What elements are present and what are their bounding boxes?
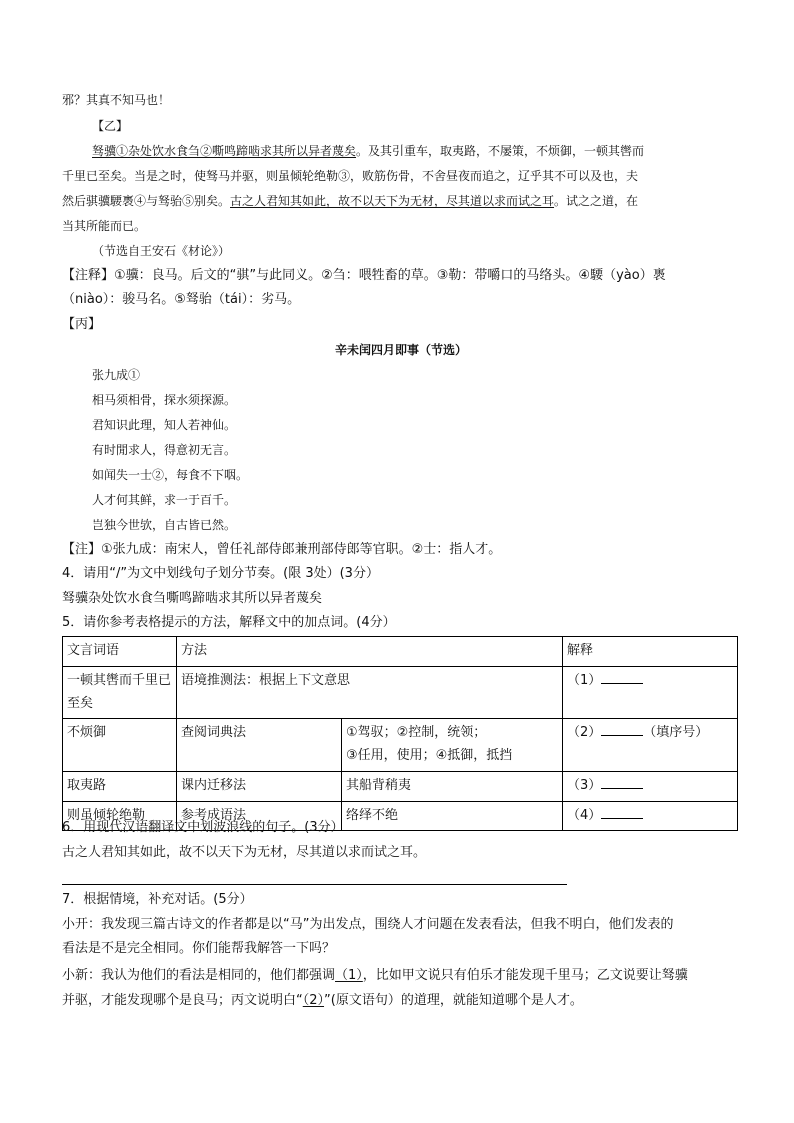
poem-line: 人才何其鲜，求一于百千。 [92, 493, 237, 507]
answer-cell[interactable]: （3） [563, 771, 738, 801]
answer-blank[interactable] [601, 723, 643, 736]
yi-line-2: 千里已至矣。当是之时，使驽马并驱，则虽倾轮绝勒③，败筋伤骨，不舍昼夜而追之，辽乎其不可以及也，夫 [62, 169, 639, 183]
poem-line: 有时閒求人，得意初无言。 [92, 443, 237, 457]
dialogue-kai-line-1: 小开：我发现三篇古诗文的作者都是以“马”为出发点，围绕人才问题在发表看法，但我不明白，他们发表的 [62, 917, 674, 932]
dialogue-xin-line-2: 并驱，才能发现哪个是良马；丙文说明白“（2）”(原文语句）的道理，就能知道哪个是人才。 [62, 993, 583, 1008]
answer-blank[interactable] [601, 806, 643, 819]
reference-cell: 络绎不绝 [342, 801, 563, 831]
q6-sentence: 古之人君知其如此，故不以天下为无材，尽其道以求而试之耳。 [62, 845, 427, 860]
method-cell: 语境推测法：根据上下文意思 [177, 666, 563, 719]
answer-cell[interactable]: （2） （填序号） [563, 719, 738, 772]
table-header-row [63, 637, 738, 667]
q4-stem: 4．请用“/”为文中划线句子划分节奏。(限 3处）(3分） [62, 566, 379, 581]
q7-stem: 7．根据情境，补充对话。(5分） [62, 892, 253, 907]
method-cell: 课内迁移法 [177, 771, 342, 801]
table-row [63, 719, 738, 772]
answer-blank[interactable] [601, 671, 643, 684]
word-cell: 一顿其辔而千里已至矣 [63, 666, 177, 719]
answer-cell[interactable]: （1） [563, 666, 738, 719]
table-row [63, 771, 738, 801]
poem-line: 君知识此理，知人若神仙。 [92, 418, 237, 432]
header-cell: 解释 [563, 637, 738, 667]
yi-line-1: 驽骥①杂处饮水食刍②嘶鸣蹄啮求其所以异者蔑矣。及其引重车，取夷路，不屡策，不烦御，一顿其辔而 [92, 144, 645, 158]
yi-source: （节选自王安石《材论》） [92, 244, 231, 258]
dialogue-xin-line-1: 小新：我认为他们的看法是相同的，他们都强调（1），比如甲文说只有伯乐才能发现千里马；乙文说要让驽骥 [62, 968, 688, 983]
q4-sentence: 驽骥杂处饮水食刍嘶鸣蹄啮求其所以异者蔑矣 [62, 591, 323, 606]
yi-line-3: 然后骐骥騕褭④与驽骀⑤别矣。古之人君知其如此，故不以天下为无材，尽其道以求而试之耳。试之之道，在 [62, 194, 639, 208]
header-cell: 方法 [177, 637, 563, 667]
word-cell: 则虽倾轮绝勒 [63, 801, 177, 831]
underlined-sentence: 驽骥①杂处饮水食刍②嘶鸣蹄啮求其所以异者蔑矣 [92, 144, 357, 158]
answer-line[interactable] [62, 884, 567, 885]
header-cell: 文言词语 [63, 637, 177, 667]
table-row [63, 666, 738, 719]
yi-notes-line-1: 【注释】①骥：良马。后文的“骐”与此同义。②刍：喂牲畜的草。③勒：带嚼口的马络头。④騕（yào）褭 [62, 268, 666, 283]
answer-blank[interactable] [601, 776, 643, 789]
section-bing-label: 【丙】 [62, 317, 102, 332]
method-cell: 参考成语法 [177, 801, 342, 831]
bing-note: 【注】①张九成：南宋人，曾任礼部侍郎兼刑部侍郎等官职。②士：指人才。 [62, 542, 502, 557]
jia-tail-line: 邪？其真不知马也！ [62, 93, 171, 107]
blank-1[interactable]: （1） [335, 968, 363, 983]
q5-stem: 5．请你参考表格提示的方法，解释文中的加点词。(4分） [62, 615, 396, 630]
yi-notes-line-2: （niào）：骏马名。⑤驽骀（tái）：劣马。 [62, 292, 301, 307]
blank-2[interactable]: （2） [302, 993, 325, 1008]
yi-line-4: 当其所能而已。 [62, 219, 147, 233]
poem-title: 辛未闰四月即事（节选） [335, 343, 468, 357]
q6-stem: 6．用现代汉语翻译文中划波浪线的句子。(3分） [62, 820, 344, 835]
word-cell: 取夷路 [63, 771, 177, 801]
dialogue-kai-line-2: 看法是不是完全相同。你们能帮我解答一下吗？ [62, 941, 336, 956]
method-cell: 查阅词典法 [177, 719, 342, 772]
poem-line: 岂独今世欤，自古皆已然。 [92, 518, 237, 532]
word-cell: 不烦御 [63, 719, 177, 772]
section-yi-label: 【乙】 [92, 119, 129, 133]
answer-cell[interactable]: （4） [563, 801, 738, 831]
poem-line: 相马须相骨，探水须探源。 [92, 393, 237, 407]
reference-cell: 其船背稍夷 [342, 771, 563, 801]
poem-line: 如闻失一士②，每食不下咽。 [92, 468, 249, 482]
q5-table [62, 636, 738, 831]
poem-author: 张九成① [92, 368, 141, 382]
dictionary-cell: ①驾驭；②控制，统领； ③任用，使用；④抵御，抵挡 [342, 719, 563, 772]
wavy-sentence: 古之人君知其如此，故不以天下为无材，尽其道以求而试之耳 [230, 194, 555, 208]
